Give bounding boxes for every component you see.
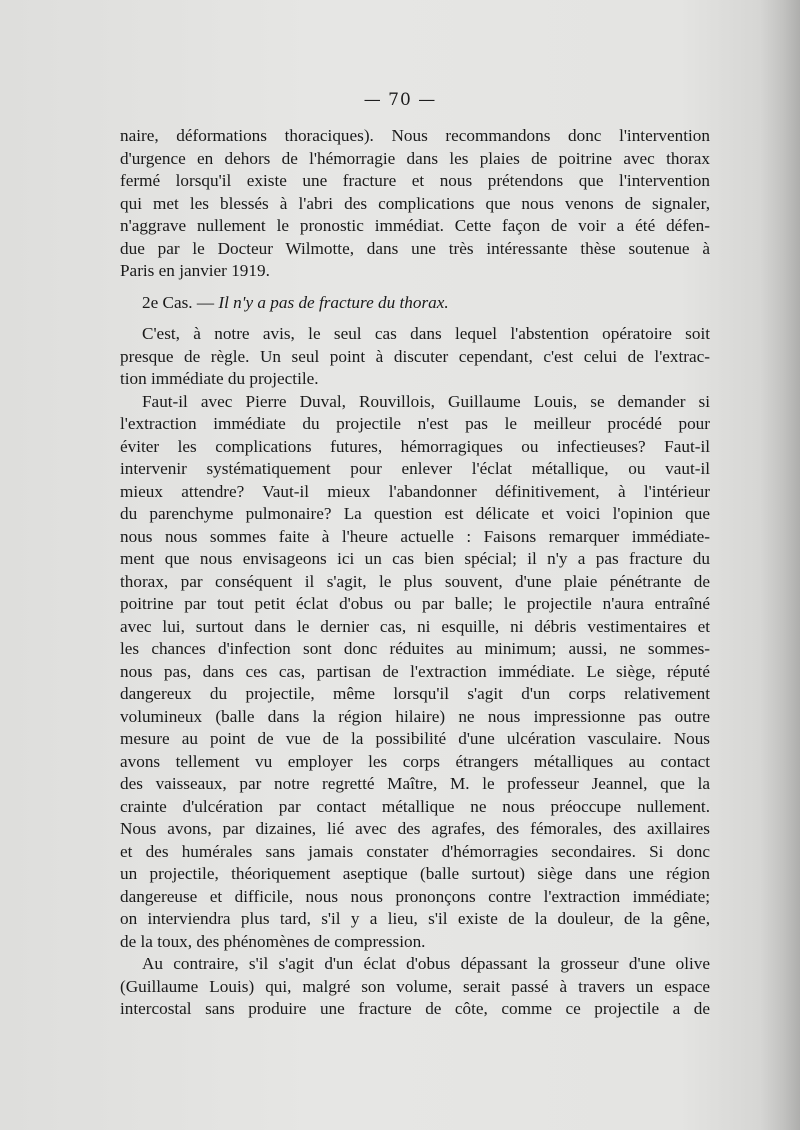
text-line: l'extraction immédiate du projectile n'est pas le meilleur procédé pour — [120, 414, 710, 433]
text-line: C'est, à notre avis, le seul cas dans lequel l'abstention opératoire soit — [142, 324, 710, 343]
text-line: thorax, par conséquent il s'agit, le plus souvent, d'une plaie pénétrante de — [120, 571, 710, 591]
text-line: qui met les blessés à l'abri des complications que nous venons de signaler, — [120, 193, 710, 213]
text-line: fermé lorsqu'il existe une fracture et nous prétendons que l'intervention — [120, 171, 710, 190]
text-line: dangereuse et difficile, nous nous prononçons contre l'extraction immédiate; — [120, 886, 710, 906]
text-line: intercostal sans produire une fracture de côte, comme ce projectile a de — [120, 999, 710, 1018]
text-line: Faut-il avec Pierre Duval, Rouvillois, Guillaume Louis, se demander si — [142, 391, 710, 411]
text-line: on interviendra plus tard, s'il y a lieu, s'il existe de la douleur, de la gêne, — [120, 909, 710, 928]
text-line: de la toux, des phénomènes de compression. — [120, 931, 426, 951]
page-edge-shadow — [760, 0, 800, 1130]
text-line: avec lui, surtout dans le dernier cas, ni esquille, ni débris vestimentaires et — [120, 616, 710, 636]
text-line: du parenchyme pulmonaire? La question est délicate et voici l'opinion que — [120, 504, 710, 523]
page-number: — 70 — — [363, 90, 437, 110]
text-line: mesure au point de vue de la possibilité d'une ulcération vasculaire. Nous — [120, 729, 710, 748]
text-line: (Guillaume Louis) qui, malgré son volume, serait passé à travers un espace — [120, 976, 710, 996]
text-line: mieux attendre? Vaut-il mieux l'abandonner définitivement, à l'intérieur — [120, 481, 710, 501]
section-heading-prefix: 2e Cas. — — [142, 292, 215, 312]
text-line: avons tellement vu employer les corps étrangers métalliques au contact — [120, 751, 710, 771]
paragraph-gap — [120, 314, 710, 323]
text-line: éviter les complications futures, hémorragiques ou infectieuses? Faut-il — [120, 436, 710, 456]
text-line: et des humérales sans jamais constater d'hémorragies secondaires. Si donc — [120, 841, 710, 861]
section-heading-title: Il n'y a pas de fracture du thorax. — [218, 292, 449, 312]
text-line: n'aggrave nullement le pronostic immédiat. Cette façon de voir a été défen- — [120, 216, 710, 235]
paragraph-gap — [120, 283, 710, 292]
text-line: due par le Docteur Wilmotte, dans une très intéressante thèse soutenue à — [120, 238, 710, 258]
text-line: naire, déformations thoraciques). Nous recommandons donc l'intervention — [120, 126, 710, 145]
text-line: tion immédiate du projectile. — [120, 369, 319, 388]
text-line: nous pas, dans ces cas, partisan de l'extraction immédiate. Le siège, réputé — [120, 661, 710, 681]
text-line: Nous avons, par dizaines, lié avec des agrafes, des fémorales, des axillaires — [120, 819, 710, 838]
text-line: nous nous sommes faite à l'heure actuelle : Faisons remarquer immédiate- — [120, 526, 710, 546]
text-line: Paris en janvier 1919. — [120, 261, 270, 280]
text-line: des vaisseaux, par notre regretté Maître, M. le professeur Jeannel, que la — [120, 774, 710, 793]
text-line: ment que nous envisageons ici un cas bien spécial; il n'y a pas fracture du — [120, 549, 710, 568]
text-line: les chances d'infection sont donc réduites au minimum; aussi, ne sommes- — [120, 639, 710, 658]
section-heading — [120, 292, 710, 315]
text-line: un projectile, théoriquement aseptique (balle surtout) siège dans une région — [120, 864, 710, 883]
body-text — [120, 125, 710, 1021]
text-line: dangereux du projectile, même lorsqu'il s'agit d'un corps relativement — [120, 684, 710, 703]
text-line: volumineux (balle dans la région hilaire) ne nous impressionne pas outre — [120, 706, 710, 726]
text-line: d'urgence en dehors de l'hémorragie dans les plaies de poitrine avec thorax — [120, 148, 710, 168]
text-line: intervenir systématiquement pour enlever l'éclat métallique, ou vaut-il — [120, 459, 710, 478]
text-line: Au contraire, s'il s'agit d'un éclat d'obus dépassant la grosseur d'une olive — [142, 954, 710, 973]
text-line: presque de règle. Un seul point à discuter cependant, c'est celui de l'extrac- — [120, 346, 710, 366]
text-line: crainte d'ulcération par contact métallique ne nous préoccupe nullement. — [120, 796, 710, 816]
text-line: poitrine par tout petit éclat d'obus ou par balle; le projectile n'aura entraîné — [120, 594, 710, 613]
